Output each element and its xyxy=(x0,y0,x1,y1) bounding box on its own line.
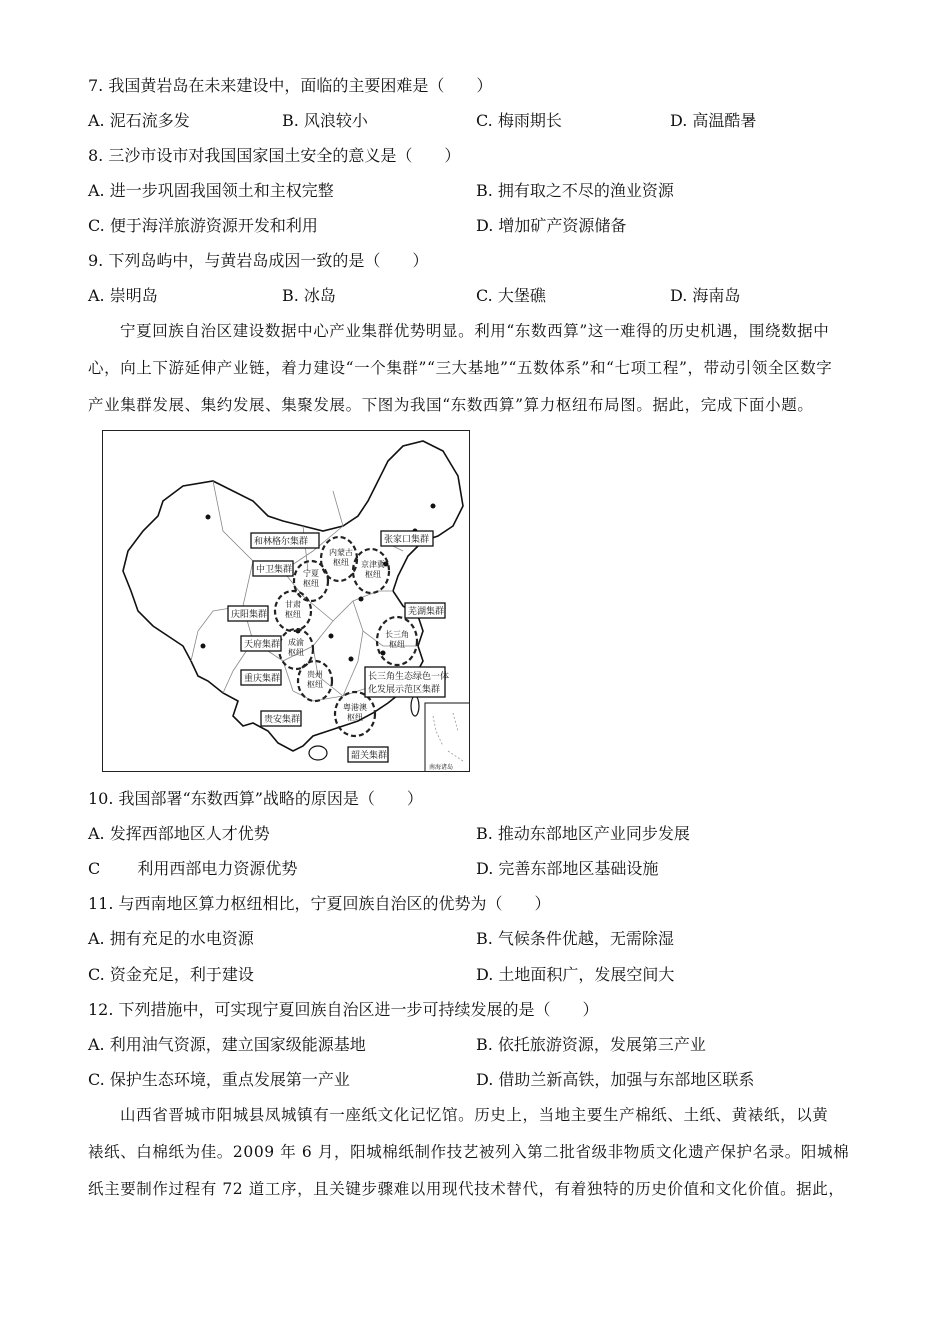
passage1-line-2: 心，向上下游延伸产业链，着力建设“一个集群”“三大基地”“五数体系”和“七项工程”，带动引领全区数字 xyxy=(88,359,833,377)
q7-option-b: B. 风浪较小 xyxy=(282,111,368,130)
hub-label-guizhou-1: 贵州 xyxy=(307,670,323,679)
cluster-wuhu: 芜湖集群 xyxy=(408,607,445,617)
hub-label-ningxia-2: 枢纽 xyxy=(303,579,319,588)
cluster-chongqing: 重庆集群 xyxy=(244,674,281,684)
hub-label-jingjinji-1: 京津冀 xyxy=(361,560,385,569)
passage2-line-2: 裱纸、白棉纸为佳。2009 年 6 月，阳城棉纸制作技艺被列入第二批省级非物质文化遗产保护名录。阳城棉 xyxy=(88,1143,850,1161)
cluster-zhongwei: 中卫集群 xyxy=(256,565,293,575)
q7-option-d: D. 高温酷暑 xyxy=(670,111,757,130)
q12-option-b: B. 依托旅游资源，发展第三产业 xyxy=(476,1035,706,1054)
cluster-helinger: 和林格尔集群 xyxy=(254,537,309,547)
cluster-qingyang: 庆阳集群 xyxy=(231,610,268,620)
passage2-line-3: 纸主要制作过程有 72 道工序，且关键步骤难以用现代技术替代，有着独特的历史价值和文化价值。据此， xyxy=(88,1180,845,1198)
hub-label-jingjinji-2: 枢纽 xyxy=(365,570,381,579)
passage1-line-3: 产业集群发展、集约发展、集聚发展。下图为我国“东数西算”算力枢纽布局图。据此，完成下面小题。 xyxy=(88,396,814,414)
q10-option-c: C 利用西部电力资源优势 xyxy=(88,859,298,878)
hub-label-neimeng-1: 内蒙古 xyxy=(329,548,353,557)
cluster-yrd-demo-1: 长三角生态绿色一体 xyxy=(368,672,450,682)
q11-option-d: D. 土地面积广，发展空间大 xyxy=(476,965,675,984)
hub-label-chengyu-2: 枢纽 xyxy=(288,648,304,657)
hub-label-gansu-1: 甘肃 xyxy=(285,600,301,609)
cluster-guian: 贵安集群 xyxy=(264,715,301,725)
hub-label-gba-2: 枢纽 xyxy=(347,713,363,722)
south-sea-inset xyxy=(425,703,470,772)
hub-label-neimeng-2: 枢纽 xyxy=(333,558,349,567)
q9-option-c: C. 大堡礁 xyxy=(476,286,546,305)
q8-stem: 8. 三沙市设市对我国国家国土安全的意义是（ ） xyxy=(88,146,461,165)
q12-stem: 12. 下列措施中，可实现宁夏回族自治区进一步可持续发展的是（ ） xyxy=(88,1000,599,1019)
hub-label-gansu-2: 枢纽 xyxy=(285,610,301,619)
passage1-line-1: 宁夏回族自治区建设数据中心产业集群优势明显。利用“东数西算”这一难得的历史机遇，围绕数据中 xyxy=(120,322,830,340)
q10-option-a: A. 发挥西部地区人才优势 xyxy=(88,824,270,843)
hub-label-ningxia-1: 宁夏 xyxy=(303,569,319,578)
q11-option-a: A. 拥有充足的水电资源 xyxy=(88,929,254,948)
south-sea-label: 南海诸岛 xyxy=(429,764,454,771)
q7-option-a: A. 泥石流多发 xyxy=(88,111,190,130)
q8-option-b: B. 拥有取之不尽的渔业资源 xyxy=(476,181,674,200)
q8-option-a: A. 进一步巩固我国领土和主权完整 xyxy=(88,181,334,200)
q9-stem: 9. 下列岛屿中，与黄岩岛成因一致的是（ ） xyxy=(88,251,429,270)
cluster-zhangjiakou: 张家口集群 xyxy=(384,535,430,545)
q11-option-b: B. 气候条件优越，无需除湿 xyxy=(476,929,674,948)
hub-label-yrd-1: 长三角 xyxy=(385,630,409,639)
q9-option-a: A. 崇明岛 xyxy=(88,286,158,305)
china-map-svg xyxy=(103,431,470,772)
hainan-island xyxy=(309,746,327,760)
taiwan-island xyxy=(411,696,419,716)
hub-label-chengyu-1: 成渝 xyxy=(288,638,304,647)
q10-stem: 10. 我国部署“东数西算”战略的原因是（ ） xyxy=(88,789,423,808)
q12-option-d: D. 借助兰新高铁，加强与东部地区联系 xyxy=(476,1070,755,1089)
q8-option-c: C. 便于海洋旅游资源开发和利用 xyxy=(88,216,318,235)
passage2-line-1: 山西省晋城市阳城县凤城镇有一座纸文化记忆馆。历史上，当地主要生产棉纸、土纸、黄裱纸，以黄 xyxy=(120,1106,829,1124)
china-outline xyxy=(123,441,463,751)
computing-hub-map xyxy=(102,430,470,772)
q10-option-d: D. 完善东部地区基础设施 xyxy=(476,859,659,878)
q9-option-d: D. 海南岛 xyxy=(670,286,741,305)
hub-label-gba-1: 粤港澳 xyxy=(343,703,367,712)
cluster-tianfu: 天府集群 xyxy=(244,640,281,650)
hub-label-yrd-2: 枢纽 xyxy=(389,640,405,649)
q11-option-c: C. 资金充足，利于建设 xyxy=(88,965,254,984)
cluster-shaoguan: 韶关集群 xyxy=(351,751,388,761)
q7-stem: 7. 我国黄岩岛在未来建设中，面临的主要困难是（ ） xyxy=(88,76,493,95)
hub-label-guizhou-2: 枢纽 xyxy=(307,680,323,689)
q7-option-c: C. 梅雨期长 xyxy=(476,111,562,130)
cluster-yrd-demo-2: 化发展示范区集群 xyxy=(368,685,441,695)
q12-option-c: C. 保护生态环境，重点发展第一产业 xyxy=(88,1070,350,1089)
q11-stem: 11. 与西南地区算力枢纽相比，宁夏回族自治区的优势为（ ） xyxy=(88,894,551,913)
q10-option-b: B. 推动东部地区产业同步发展 xyxy=(476,824,690,843)
q12-option-a: A. 利用油气资源，建立国家级能源基地 xyxy=(88,1035,366,1054)
q9-option-b: B. 冰岛 xyxy=(282,286,336,305)
q8-option-d: D. 增加矿产资源储备 xyxy=(476,216,627,235)
